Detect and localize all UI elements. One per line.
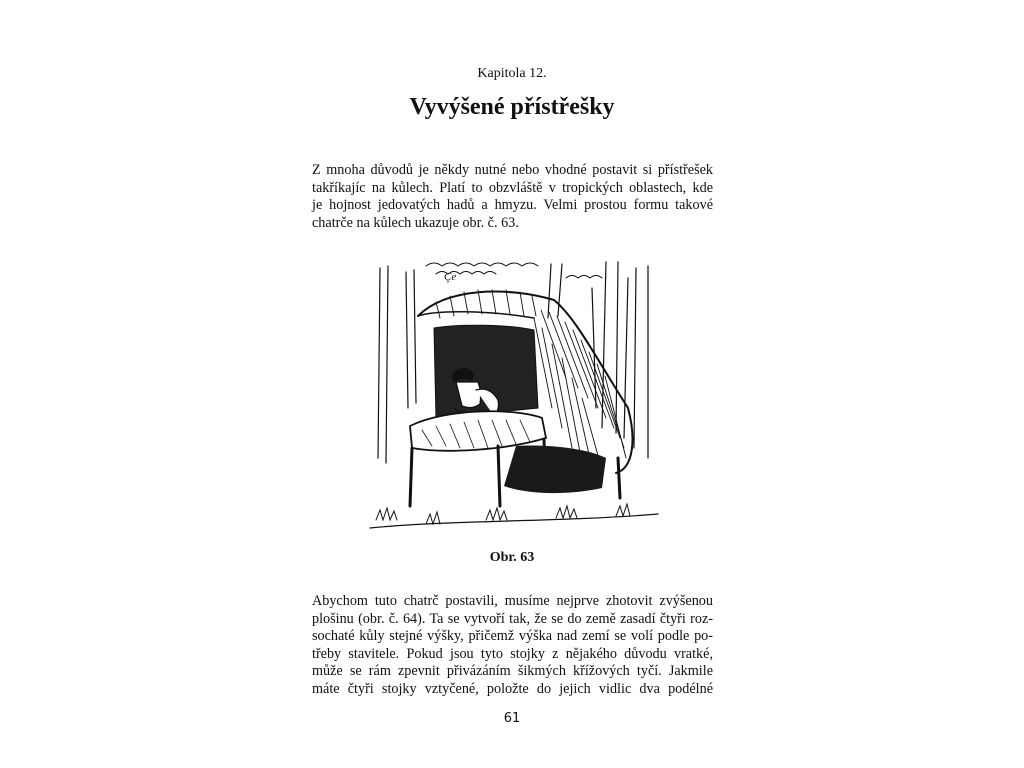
text-line: takříkajíc na kůlech. Platí to obzvláště v tropických oblastech, kde [312,179,713,196]
text-line: chatrče na kůlech ukazuje obr. č. 63. [312,214,519,231]
text-line: může se rám zpevnit přivázáním šikmých křížových tyčí. Jakmile [312,663,713,679]
text-line: máte čtyři stojky vztyčené, položte do jejich vidlic dva podélné [312,680,713,697]
paragraph-construction [312,593,713,698]
figure-caption: Obr. 63 [489,550,535,565]
page-title: Vyvýšené přístřešky [409,94,615,120]
text-line: sochaté kůly stejné výšky, přičemž výška nad zemí se volí podle po- [312,628,713,644]
text-line: plošinu (obr. č. 64). Ta se vytvoří tak, že se do země zasadí čtyři roz- [312,610,713,627]
illustration-raised-shelter [366,258,662,540]
text-line: je hojnost jedovatých hadů a hmyzu. Velmi prostou formu takové [312,197,713,213]
chapter-label: Kapitola 12. [477,66,547,81]
artist-signature: Çe [444,271,457,283]
text-line: třeby stavitele. Pokud jsou tyto stojky z nějakého důvodu vratké, [312,645,713,662]
page-number: 61 [503,711,521,726]
text-line: Abychom tuto chatrč postavili, musíme nejprve zhotovit zvýšenou [312,593,713,609]
text-line: Z mnoha důvodů je někdy nutné nebo vhodné postavit si přístřešek [312,162,713,178]
paragraph-intro [312,162,713,232]
